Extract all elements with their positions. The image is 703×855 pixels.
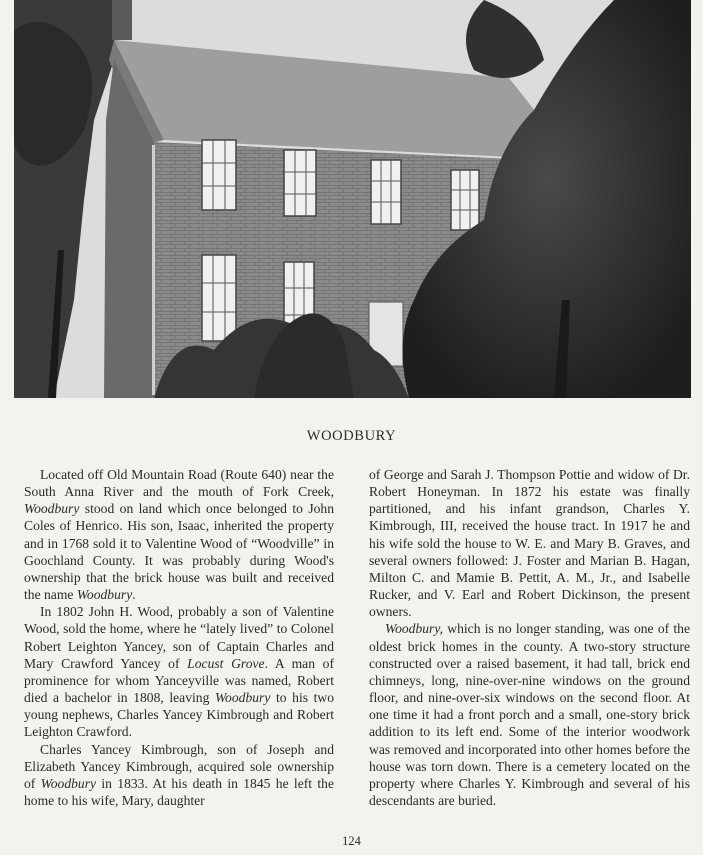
- paragraph: Located off Old Mountain Road (Route 640) near the South Anna River and the mouth of Fork Creek, Woodbury stood on land which once belonged to John Coles of Henrico. His son, Isaac, inherited the property and in 1768 sold it to Valentine Wood of “Woodville” in Goochland County. It was probably during Wood's ownership that the brick house was built and received the name Woodbury.: [24, 467, 334, 603]
- woodbury-photograph: [14, 0, 691, 398]
- right-text-column: [369, 466, 690, 809]
- page-number: 124: [342, 834, 361, 848]
- paragraph: In 1802 John H. Wood, probably a son of Valentine Wood, sold the home, where he “lately lived” to Colonel Robert Leighton Yancey, son of Captain Charles and Mary Crawford Yancey of Locust Grove. A man of prominence for whom Yanceyville was named, Robert died a bachelor in 1808, leaving Woodbury to his two young nephews, Charles Yancey Kimbrough and Robert Leighton Crawford.: [24, 604, 334, 740]
- photo-caption: WOODBURY: [306, 428, 397, 444]
- paragraph: Woodbury, which is no longer standing, was one of the oldest brick homes in the county. A two-story structure constructed over a raised basement, it had tall, brick end chimneys, long, nine-over-nine windows on the ground floor, and nine-over-six windows on the second floor. At one time it had a front porch and a small, one-story brick addition to its left end. Some of the interior woodwork was removed and incorporated into other homes before the house was torn down. There is a cemetery located on the property where Charles Y. Kimbrough and several of his descendants are buried.: [369, 621, 690, 808]
- left-text-column: [24, 466, 334, 809]
- paragraph: Charles Yancey Kimbrough, son of Joseph and Elizabeth Yancey Kimbrough, acquired sole ownership of Woodbury in 1833. At his death in 1845 he left the home to his wife, Mary, daughter: [24, 741, 334, 808]
- paragraph: of George and Sarah J. Thompson Pottie and widow of Dr. Robert Honeyman. In 1872 his estate was finally partitioned, and his infant grandson, Charles Y. Kimbrough, III, received the house tract. In 1917 he and his wife sold the house to W. E. and Mary B. Graves, and several owners followed: J. Foster and Marian B. Hagan, Milton C. and Mamie B. Pettit, A. M., Jr., and Isabelle Rucker, and V. Earl and Robert Dickinson, the present owners.: [369, 467, 690, 620]
